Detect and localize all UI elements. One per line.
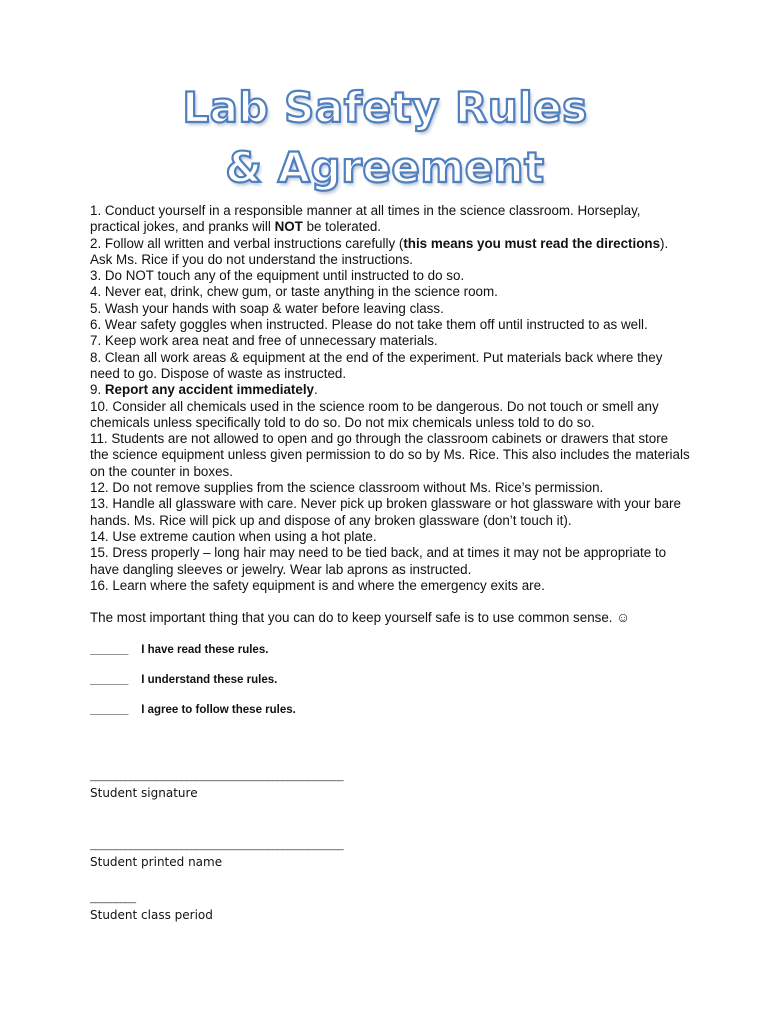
rule-item [90, 333, 690, 349]
agreement-follow-blank[interactable]: ______ [90, 704, 129, 716]
rule-item [90, 431, 690, 480]
rule-text: be tolerated. [302, 219, 382, 235]
agreement-read-blank[interactable]: ______ [90, 644, 129, 656]
agreement-understand-label: I understand these rules. [141, 674, 278, 686]
rule-text: 12. Do not remove supplies from the science classroom without Ms. Rice’s permission. [90, 480, 604, 496]
rule-item [90, 382, 690, 398]
agreement-read [90, 643, 268, 657]
closing-statement: The most important thing that you can do to keep yourself safe is to use common sense. ☺ [90, 610, 630, 625]
rule-item [90, 236, 690, 269]
rule-text: 7. Keep work area neat and free of unnecessary materials. [90, 333, 438, 349]
rule-text: 9. [90, 382, 105, 398]
rule-text: 15. Dress properly – long hair may need to be tied back, and at times it may not be appropriate to have dangling sleeves or jewelry. Wear lab aprons as instructed. [90, 545, 667, 577]
rule-text: 1. Conduct yourself in a responsible manner at all times in the science classroom. Horseplay, practical jokes, and pranks will [90, 203, 641, 235]
rule-emphasis: this means you must read the directions [403, 235, 661, 251]
student-name-block [90, 838, 470, 870]
rule-item [90, 301, 690, 317]
rule-item [90, 317, 690, 333]
rules-list [90, 203, 690, 594]
rule-item [90, 496, 690, 529]
student-period-label: Student class period [90, 908, 213, 922]
student-period-block [90, 891, 213, 923]
rule-text: 11. Students are not allowed to open and go through the classroom cabinets or drawers that store the science equipment unless given permission to do so by Ms. Rice. This also includes the materials on the counter in boxes. [90, 431, 690, 479]
rule-text: 4. Never eat, drink, chew gum, or taste anything in the science room. [90, 284, 498, 300]
rule-item [90, 284, 690, 300]
rule-text: 13. Handle all glassware with care. Never pick up broken glassware or hot glassware with your bare hands. Ms. Rice will pick up and dispose of any broken glassware (don’t touch it). [90, 496, 681, 528]
rule-item [90, 203, 690, 236]
title-line-2: & Agreement [225, 143, 545, 192]
rule-text: ). Ask Ms. Rice if you do not understand the instructions. [90, 235, 669, 267]
rule-emphasis: NOT [274, 219, 303, 235]
student-name-line[interactable]: __________________________________________________ [90, 840, 344, 851]
rule-item [90, 350, 690, 383]
rule-text: 14. Use extreme caution when using a hot plate. [90, 528, 377, 544]
student-signature-line[interactable]: __________________________________________________ [90, 771, 344, 782]
agreement-follow [90, 703, 296, 717]
rule-text: 16. Learn where the safety equipment is and where the emergency exits are. [90, 577, 545, 593]
rule-item [90, 268, 690, 284]
rule-text: 3. Do NOT touch any of the equipment until instructed to do so. [90, 268, 465, 284]
student-period-line[interactable]: _________ [90, 893, 136, 904]
page-title [0, 78, 770, 198]
rule-text: . [314, 382, 318, 398]
rule-item [90, 399, 690, 432]
rule-item [90, 578, 690, 594]
agreement-understand-blank[interactable]: ______ [90, 674, 129, 686]
student-name-label: Student printed name [90, 855, 223, 869]
rule-text: 6. Wear safety goggles when instructed. Please do not take them off until instructed to as well. [90, 317, 648, 333]
rule-text: 8. Clean all work areas & equipment at the end of the experiment. Put materials back where they need to go. Dispose of waste as instructed. [90, 349, 663, 381]
rule-text: 2. Follow all written and verbal instructions carefully ( [90, 235, 404, 251]
title-line-1: Lab Safety Rules [182, 83, 588, 132]
agreement-read-label: I have read these rules. [141, 644, 269, 656]
agreement-follow-label: I agree to follow these rules. [141, 704, 296, 716]
student-signature-label: Student signature [90, 786, 198, 800]
rule-item [90, 529, 690, 545]
rule-emphasis: Report any accident immediately [104, 382, 315, 398]
rule-item [90, 480, 690, 496]
rule-text: 10. Consider all chemicals used in the science room to be dangerous. Do not touch or smell any chemicals unless specifically told to do so. Do not mix chemicals unless told to do so. [90, 398, 659, 430]
rule-text: 5. Wash your hands with soap & water before leaving class. [90, 300, 444, 316]
rule-item [90, 545, 690, 578]
agreement-understand [90, 673, 277, 687]
student-signature-block [90, 769, 470, 801]
